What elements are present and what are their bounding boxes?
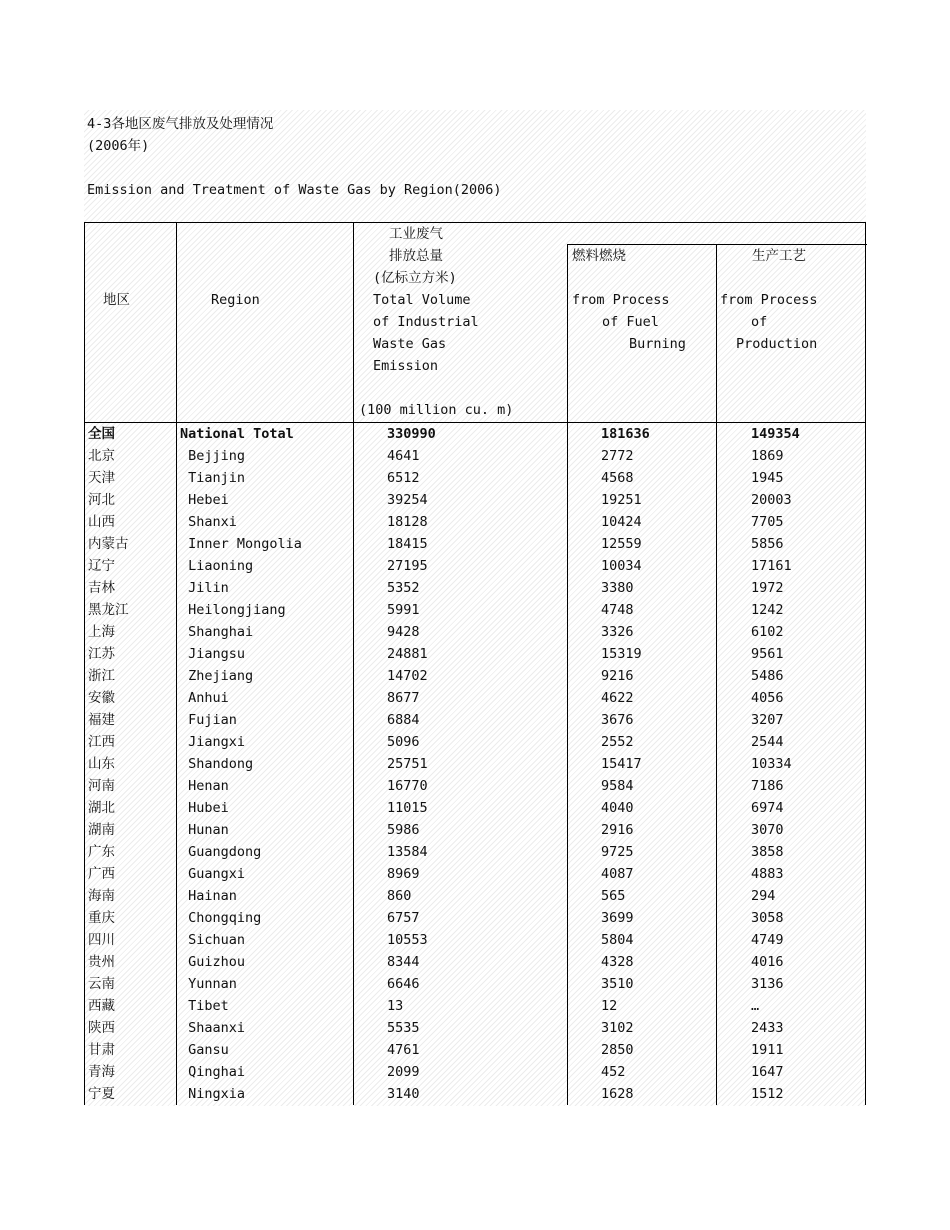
table-row [85, 885, 865, 907]
cell-region-en: Jiangxi [177, 731, 354, 753]
title-en: Emission and Treatment of Waste Gas by Region(2006) [87, 182, 502, 198]
cell-region-cn: 四川 [85, 929, 177, 951]
header-prod-en-2: of [751, 314, 768, 330]
cell-region-cn: 北京 [85, 445, 177, 467]
header-unit: (100 million cu. m) [359, 402, 514, 418]
table-row [85, 1017, 865, 1039]
table-row [85, 819, 865, 841]
cell-region-en: Fujian [177, 709, 354, 731]
cell-region-cn: 上海 [85, 621, 177, 643]
cell-region-en: Shandong [177, 753, 354, 775]
cell-total: 4641 [354, 445, 568, 467]
cell-region-en: Guangxi [177, 863, 354, 885]
table-row [85, 577, 865, 599]
cell-production: 20003 [751, 492, 792, 508]
cell-region-cn: 海南 [85, 885, 177, 907]
cell-total: 39254 [354, 489, 568, 511]
cell-region-cn: 云南 [85, 973, 177, 995]
cell-production: 5486 [751, 668, 784, 684]
table-row [85, 687, 865, 709]
cell-total: 6757 [354, 907, 568, 929]
cell-fuel: 3380 [568, 577, 717, 599]
cell-fuel: 4087 [568, 863, 717, 885]
table-row [85, 555, 865, 577]
cell-total: 6512 [354, 467, 568, 489]
cell-fuel: 4748 [568, 599, 717, 621]
cell-region-cn: 全国 [85, 423, 177, 445]
table-row [85, 1083, 865, 1105]
table-row [85, 1061, 865, 1083]
header-prod-en-1: from Process [720, 292, 818, 308]
cell-region-en: Heilongjiang [177, 599, 354, 621]
cell-region-en: Shaanxi [177, 1017, 354, 1039]
cell-region-en: Shanghai [177, 621, 354, 643]
cell-region-cn: 西藏 [85, 995, 177, 1017]
table-row [85, 863, 865, 885]
cell-fuel: 5804 [568, 929, 717, 951]
header-region-en: Region [211, 292, 260, 308]
table-row [85, 753, 865, 775]
cell-fuel: 15417 [568, 753, 717, 775]
cell-total: 2099 [354, 1061, 568, 1083]
cell-region-cn: 福建 [85, 709, 177, 731]
cell-region-en: Jiangsu [177, 643, 354, 665]
cell-total: 18128 [354, 511, 568, 533]
cell-total: 8344 [354, 951, 568, 973]
cell-region-cn: 天津 [85, 467, 177, 489]
table-row [85, 731, 865, 753]
cell-production: … [751, 998, 760, 1014]
table-header [84, 222, 866, 423]
cell-region-en: Inner Mongolia [177, 533, 354, 555]
cell-region-cn: 河南 [85, 775, 177, 797]
cell-total: 3140 [354, 1083, 568, 1105]
header-total-cn-1: 工业废气 [389, 226, 443, 242]
table-row [85, 599, 865, 621]
cell-fuel: 1628 [568, 1083, 717, 1105]
cell-region-cn: 辽宁 [85, 555, 177, 577]
cell-production: 4056 [751, 690, 784, 706]
table-row [85, 533, 865, 555]
cell-production: 4883 [751, 866, 784, 882]
cell-region-en: Henan [177, 775, 354, 797]
table-body [84, 423, 866, 1105]
table-row [85, 995, 865, 1017]
cell-total: 5986 [354, 819, 568, 841]
cell-total: 9428 [354, 621, 568, 643]
cell-production: 2433 [751, 1020, 784, 1036]
cell-total: 6884 [354, 709, 568, 731]
cell-total: 5535 [354, 1017, 568, 1039]
header-total-en-3: Waste Gas [373, 336, 447, 352]
cell-total: 6646 [354, 973, 568, 995]
cell-region-cn: 内蒙古 [85, 533, 177, 555]
cell-total: 18415 [354, 533, 568, 555]
header-total-cn-3: (亿标立方米) [373, 270, 457, 286]
cell-region-en: National Total [177, 423, 354, 445]
cell-total: 330990 [354, 423, 568, 445]
cell-production: 1869 [751, 448, 784, 464]
cell-total: 5096 [354, 731, 568, 753]
cell-region-en: Hubei [177, 797, 354, 819]
cell-region-en: Sichuan [177, 929, 354, 951]
header-fuel-cn: 燃料燃烧 [572, 248, 626, 264]
cell-total: 13584 [354, 841, 568, 863]
cell-total: 13 [354, 995, 568, 1017]
cell-total: 5352 [354, 577, 568, 599]
header-total-en-1: Total Volume [373, 292, 471, 308]
cell-region-cn: 吉林 [85, 577, 177, 599]
cell-fuel: 10424 [568, 511, 717, 533]
cell-production: 3207 [751, 712, 784, 728]
table-row [85, 467, 865, 489]
cell-total: 24881 [354, 643, 568, 665]
title-year: (2006年) [87, 138, 150, 154]
header-total-cn-2: 排放总量 [389, 248, 443, 264]
cell-production: 1972 [751, 580, 784, 596]
cell-region-cn: 重庆 [85, 907, 177, 929]
table-row [85, 973, 865, 995]
header-fuel-en-2: of Fuel [602, 314, 659, 330]
cell-total: 27195 [354, 555, 568, 577]
cell-region-en: Guangdong [177, 841, 354, 863]
cell-region-en: Anhui [177, 687, 354, 709]
cell-region-cn: 广东 [85, 841, 177, 863]
table-row [85, 1039, 865, 1061]
cell-region-en: Hebei [177, 489, 354, 511]
cell-production: 7705 [751, 514, 784, 530]
cell-region-en: Guizhou [177, 951, 354, 973]
cell-total: 14702 [354, 665, 568, 687]
table-row [85, 489, 865, 511]
header-divider [353, 223, 354, 422]
data-table [84, 222, 866, 1105]
cell-total: 860 [354, 885, 568, 907]
cell-region-cn: 广西 [85, 863, 177, 885]
header-divider [567, 244, 568, 422]
cell-total: 4761 [354, 1039, 568, 1061]
cell-fuel: 19251 [568, 489, 717, 511]
cell-production: 10334 [751, 756, 792, 772]
cell-production: 1945 [751, 470, 784, 486]
cell-production: 1512 [751, 1086, 784, 1102]
cell-fuel: 12559 [568, 533, 717, 555]
table-row [85, 797, 865, 819]
cell-region-en: Tibet [177, 995, 354, 1017]
cell-region-cn: 贵州 [85, 951, 177, 973]
cell-production: 4749 [751, 932, 784, 948]
cell-fuel: 2772 [568, 445, 717, 467]
cell-total: 5991 [354, 599, 568, 621]
cell-fuel: 2916 [568, 819, 717, 841]
table-row [85, 709, 865, 731]
cell-region-cn: 浙江 [85, 665, 177, 687]
cell-production: 9561 [751, 646, 784, 662]
cell-region-cn: 宁夏 [85, 1083, 177, 1105]
table-row [85, 665, 865, 687]
cell-fuel: 3676 [568, 709, 717, 731]
cell-fuel: 9216 [568, 665, 717, 687]
cell-region-en: Zhejiang [177, 665, 354, 687]
cell-fuel: 452 [568, 1061, 717, 1083]
cell-production: 6102 [751, 624, 784, 640]
cell-region-en: Shanxi [177, 511, 354, 533]
cell-region-en: Ningxia [177, 1083, 354, 1105]
cell-fuel: 2850 [568, 1039, 717, 1061]
title-block [87, 113, 502, 201]
cell-region-cn: 湖南 [85, 819, 177, 841]
cell-region-cn: 山西 [85, 511, 177, 533]
cell-region-en: Gansu [177, 1039, 354, 1061]
header-divider [176, 223, 177, 422]
header-total-en-4: Emission [373, 358, 439, 374]
header-region-cn: 地区 [103, 292, 130, 308]
cell-region-en: Qinghai [177, 1061, 354, 1083]
cell-total: 8969 [354, 863, 568, 885]
cell-region-cn: 河北 [85, 489, 177, 511]
cell-total: 10553 [354, 929, 568, 951]
cell-fuel: 12 [568, 995, 717, 1017]
table-row [85, 929, 865, 951]
cell-region-en: Hunan [177, 819, 354, 841]
cell-fuel: 4040 [568, 797, 717, 819]
table-row [85, 621, 865, 643]
cell-region-cn: 青海 [85, 1061, 177, 1083]
header-divider [716, 244, 717, 422]
cell-region-cn: 山东 [85, 753, 177, 775]
cell-production: 5856 [751, 536, 784, 552]
cell-fuel: 15319 [568, 643, 717, 665]
cell-region-cn: 江西 [85, 731, 177, 753]
cell-production: 1242 [751, 602, 784, 618]
cell-region-cn: 陕西 [85, 1017, 177, 1039]
cell-production: 3058 [751, 910, 784, 926]
cell-fuel: 2552 [568, 731, 717, 753]
header-prod-en-3: Production [736, 336, 818, 352]
cell-region-en: Jilin [177, 577, 354, 599]
cell-production: 17161 [751, 558, 792, 574]
cell-production: 4016 [751, 954, 784, 970]
cell-fuel: 3699 [568, 907, 717, 929]
cell-fuel: 565 [568, 885, 717, 907]
title-cn: 4-3各地区废气排放及处理情况 [87, 116, 274, 132]
cell-region-cn: 江苏 [85, 643, 177, 665]
cell-fuel: 9725 [568, 841, 717, 863]
cell-production: 2544 [751, 734, 784, 750]
table-row [85, 511, 865, 533]
header-fuel-en-3: Burning [629, 336, 686, 352]
cell-fuel: 4622 [568, 687, 717, 709]
header-fuel-en-1: from Process [572, 292, 670, 308]
cell-total: 16770 [354, 775, 568, 797]
cell-region-cn: 黑龙江 [85, 599, 177, 621]
cell-production: 3136 [751, 976, 784, 992]
cell-production: 6974 [751, 800, 784, 816]
header-total-en-2: of Industrial [373, 314, 479, 330]
cell-region-cn: 安徽 [85, 687, 177, 709]
cell-region-en: Chongqing [177, 907, 354, 929]
cell-production: 1647 [751, 1064, 784, 1080]
table-row [85, 841, 865, 863]
header-prod-cn: 生产工艺 [752, 248, 806, 264]
cell-region-en: Yunnan [177, 973, 354, 995]
cell-fuel: 10034 [568, 555, 717, 577]
cell-production: 149354 [751, 426, 800, 442]
cell-region-en: Bejjing [177, 445, 354, 467]
table-row [85, 445, 865, 467]
cell-fuel: 4328 [568, 951, 717, 973]
table-row [85, 643, 865, 665]
cell-fuel: 3510 [568, 973, 717, 995]
table-row [85, 907, 865, 929]
cell-region-en: Liaoning [177, 555, 354, 577]
cell-region-cn: 甘肃 [85, 1039, 177, 1061]
cell-production: 294 [751, 888, 776, 904]
table-row [85, 951, 865, 973]
cell-fuel: 3326 [568, 621, 717, 643]
table-row [85, 423, 865, 445]
cell-region-en: Hainan [177, 885, 354, 907]
table-row [85, 775, 865, 797]
cell-fuel: 3102 [568, 1017, 717, 1039]
cell-fuel: 9584 [568, 775, 717, 797]
cell-fuel: 4568 [568, 467, 717, 489]
cell-production: 1911 [751, 1042, 784, 1058]
cell-region-en: Tianjin [177, 467, 354, 489]
cell-total: 8677 [354, 687, 568, 709]
cell-production: 3858 [751, 844, 784, 860]
cell-total: 25751 [354, 753, 568, 775]
cell-production: 3070 [751, 822, 784, 838]
cell-region-cn: 湖北 [85, 797, 177, 819]
cell-fuel: 181636 [568, 423, 717, 445]
cell-total: 11015 [354, 797, 568, 819]
cell-production: 7186 [751, 778, 784, 794]
